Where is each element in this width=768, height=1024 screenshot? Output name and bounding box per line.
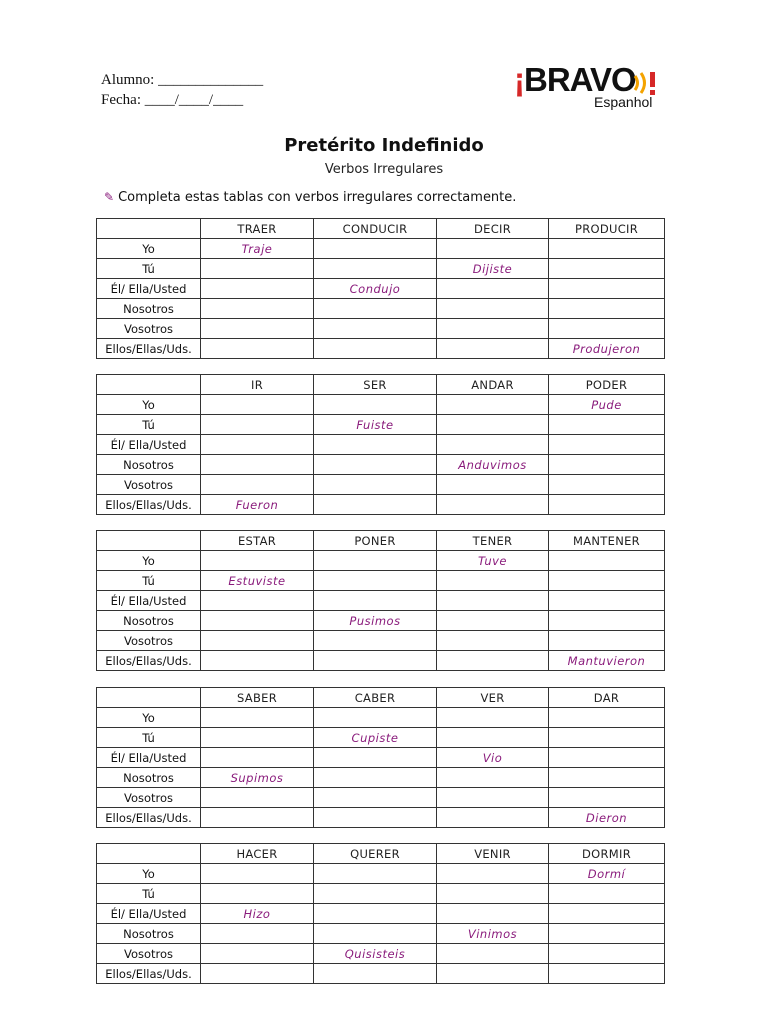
answer-cell[interactable]	[437, 904, 549, 924]
answer-cell[interactable]	[201, 964, 314, 984]
person-label: Tú	[97, 728, 201, 748]
answer-cell[interactable]	[201, 788, 314, 808]
answer-cell[interactable]	[201, 631, 314, 651]
answer-cell[interactable]	[314, 964, 437, 984]
table-header-row	[97, 844, 665, 864]
answer-cell[interactable]: Pude	[549, 395, 665, 415]
answer-cell[interactable]	[201, 339, 314, 359]
table-row	[97, 551, 665, 571]
table-row	[97, 788, 665, 808]
table-row	[97, 748, 665, 768]
instruction	[104, 190, 516, 205]
person-label: Tú	[97, 259, 201, 279]
verb-header: SER	[314, 375, 437, 395]
answer-cell[interactable]	[437, 651, 549, 671]
bravo-logo	[514, 62, 664, 112]
verb-header: PODER	[549, 375, 665, 395]
table-row	[97, 808, 665, 828]
answer-cell[interactable]	[314, 339, 437, 359]
answer-cell[interactable]: Cupiste	[314, 728, 437, 748]
answer-cell[interactable]	[549, 944, 665, 964]
answer-cell[interactable]	[314, 475, 437, 495]
person-label: Yo	[97, 864, 201, 884]
answer-cell[interactable]	[437, 495, 549, 515]
verb-header: DORMIR	[549, 844, 665, 864]
answer-cell[interactable]: Condujo	[314, 279, 437, 299]
answer-cell[interactable]: Vinimos	[437, 924, 549, 944]
answer-cell[interactable]	[437, 299, 549, 319]
answer-cell[interactable]: Fuiste	[314, 415, 437, 435]
verb-header: IR	[201, 375, 314, 395]
person-label: Ellos/Ellas/Uds.	[97, 339, 201, 359]
answer-cell[interactable]	[201, 299, 314, 319]
answer-cell[interactable]	[549, 964, 665, 984]
answer-cell[interactable]	[201, 319, 314, 339]
answer-cell[interactable]	[437, 395, 549, 415]
conjugation-table	[96, 687, 665, 828]
answer-cell[interactable]	[549, 239, 665, 259]
answer-cell[interactable]: Fueron	[201, 495, 314, 515]
table-row	[97, 415, 665, 435]
answer-cell[interactable]	[314, 884, 437, 904]
answer-cell[interactable]	[549, 788, 665, 808]
answer-cell[interactable]	[549, 884, 665, 904]
empty-corner-cell	[97, 688, 201, 708]
table-header-row	[97, 375, 665, 395]
table-row	[97, 631, 665, 651]
answer-cell[interactable]	[437, 768, 549, 788]
table-row	[97, 708, 665, 728]
answer-cell[interactable]: Supimos	[201, 768, 314, 788]
answer-cell[interactable]	[201, 279, 314, 299]
table-row	[97, 239, 665, 259]
answer-cell[interactable]	[549, 571, 665, 591]
person-label: Ellos/Ellas/Uds.	[97, 495, 201, 515]
answer-cell[interactable]: Hizo	[201, 904, 314, 924]
conjugation-table	[96, 218, 665, 359]
table-row	[97, 924, 665, 944]
answer-cell[interactable]: Dormí	[549, 864, 665, 884]
answer-cell[interactable]	[201, 651, 314, 671]
answer-cell[interactable]	[201, 808, 314, 828]
person-label: Yo	[97, 708, 201, 728]
answer-cell[interactable]	[201, 864, 314, 884]
answer-cell[interactable]	[201, 748, 314, 768]
answer-cell[interactable]	[437, 571, 549, 591]
logo-text: BRAVO	[524, 61, 636, 98]
answer-cell[interactable]	[314, 319, 437, 339]
answer-cell[interactable]	[437, 788, 549, 808]
verb-header: VER	[437, 688, 549, 708]
answer-cell[interactable]	[437, 435, 549, 455]
table-row	[97, 728, 665, 748]
answer-cell[interactable]	[437, 475, 549, 495]
answer-cell[interactable]: Pusimos	[314, 611, 437, 631]
verb-header: ANDAR	[437, 375, 549, 395]
table-row	[97, 768, 665, 788]
answer-cell[interactable]: Vio	[437, 748, 549, 768]
answer-cell[interactable]	[314, 651, 437, 671]
person-label: Vosotros	[97, 944, 201, 964]
person-label: Vosotros	[97, 631, 201, 651]
person-label: Ellos/Ellas/Uds.	[97, 964, 201, 984]
person-label: Tú	[97, 571, 201, 591]
answer-cell[interactable]	[437, 339, 549, 359]
table-header-row	[97, 219, 665, 239]
answer-cell[interactable]	[201, 395, 314, 415]
empty-corner-cell	[97, 375, 201, 395]
table-row	[97, 395, 665, 415]
conjugation-table	[96, 843, 665, 984]
table-row	[97, 944, 665, 964]
answer-cell[interactable]	[549, 611, 665, 631]
alumno-label: Alumno: ______________	[101, 72, 264, 88]
answer-cell[interactable]	[201, 611, 314, 631]
answer-cell[interactable]: Anduvimos	[437, 455, 549, 475]
answer-cell[interactable]	[549, 768, 665, 788]
table-header-row	[97, 688, 665, 708]
person-label: Nosotros	[97, 611, 201, 631]
answer-cell[interactable]	[549, 319, 665, 339]
verb-header: QUERER	[314, 844, 437, 864]
answer-cell[interactable]	[201, 591, 314, 611]
answer-cell[interactable]: Mantuvieron	[549, 651, 665, 671]
answer-cell[interactable]	[549, 748, 665, 768]
person-label: Él/ Ella/Usted	[97, 904, 201, 924]
answer-cell[interactable]	[549, 299, 665, 319]
conjugation-table	[96, 530, 665, 671]
answer-cell[interactable]	[314, 239, 437, 259]
table-row	[97, 884, 665, 904]
answer-cell[interactable]	[437, 708, 549, 728]
table-row	[97, 339, 665, 359]
person-label: Él/ Ella/Usted	[97, 435, 201, 455]
answer-cell[interactable]: Produjeron	[549, 339, 665, 359]
answer-cell[interactable]	[314, 435, 437, 455]
verb-header: TENER	[437, 531, 549, 551]
answer-cell[interactable]	[437, 415, 549, 435]
verb-header: CABER	[314, 688, 437, 708]
empty-corner-cell	[97, 844, 201, 864]
person-label: Nosotros	[97, 924, 201, 944]
page-subtitle: Verbos Irregulares	[324, 162, 444, 177]
person-label: Yo	[97, 239, 201, 259]
verb-header: DECIR	[437, 219, 549, 239]
answer-cell[interactable]	[437, 728, 549, 748]
answer-cell[interactable]	[549, 708, 665, 728]
answer-cell[interactable]	[314, 708, 437, 728]
answer-cell[interactable]	[314, 864, 437, 884]
answer-cell[interactable]: Dieron	[549, 808, 665, 828]
answer-cell[interactable]	[314, 551, 437, 571]
logo-subtitle: Espanhol	[594, 94, 653, 110]
person-label: Vosotros	[97, 788, 201, 808]
person-label: Ellos/Ellas/Uds.	[97, 651, 201, 671]
answer-cell[interactable]	[437, 319, 549, 339]
answer-cell[interactable]	[549, 904, 665, 924]
answer-cell[interactable]	[314, 395, 437, 415]
answer-cell[interactable]	[201, 708, 314, 728]
answer-cell[interactable]	[314, 495, 437, 515]
answer-cell[interactable]	[549, 631, 665, 651]
answer-cell[interactable]	[437, 864, 549, 884]
answer-cell[interactable]	[549, 924, 665, 944]
answer-cell[interactable]	[437, 279, 549, 299]
answer-cell[interactable]: Quisisteis	[314, 944, 437, 964]
verb-header: CONDUCIR	[314, 219, 437, 239]
answer-cell[interactable]: Traje	[201, 239, 314, 259]
answer-cell[interactable]	[437, 808, 549, 828]
table-row	[97, 475, 665, 495]
answer-cell[interactable]	[437, 239, 549, 259]
answer-cell[interactable]	[201, 415, 314, 435]
answer-cell[interactable]	[549, 495, 665, 515]
verb-header: TRAER	[201, 219, 314, 239]
answer-cell[interactable]	[549, 415, 665, 435]
person-label: Él/ Ella/Usted	[97, 591, 201, 611]
table-row	[97, 864, 665, 884]
table-row	[97, 904, 665, 924]
table-row	[97, 319, 665, 339]
answer-cell[interactable]	[549, 455, 665, 475]
table-header-row	[97, 531, 665, 551]
answer-cell[interactable]	[314, 808, 437, 828]
answer-cell[interactable]	[314, 924, 437, 944]
answer-cell[interactable]	[314, 748, 437, 768]
person-label: Tú	[97, 884, 201, 904]
answer-cell[interactable]	[201, 475, 314, 495]
answer-cell[interactable]	[201, 455, 314, 475]
verb-header: ESTAR	[201, 531, 314, 551]
person-label: Yo	[97, 395, 201, 415]
verb-header: PONER	[314, 531, 437, 551]
answer-cell[interactable]	[549, 475, 665, 495]
answer-cell[interactable]	[201, 884, 314, 904]
answer-cell[interactable]	[549, 551, 665, 571]
empty-corner-cell	[97, 219, 201, 239]
verb-header: HACER	[201, 844, 314, 864]
person-label: Nosotros	[97, 455, 201, 475]
answer-cell[interactable]	[437, 884, 549, 904]
answer-cell[interactable]	[201, 728, 314, 748]
answer-cell[interactable]	[437, 944, 549, 964]
person-label: Ellos/Ellas/Uds.	[97, 808, 201, 828]
verb-header: VENIR	[437, 844, 549, 864]
instruction-text: Completa estas tablas con verbos irregulares correctamente.	[118, 190, 517, 205]
fecha-label: Fecha: ____/____/____	[101, 92, 244, 108]
answer-cell[interactable]: Tuve	[437, 551, 549, 571]
answer-cell[interactable]	[549, 259, 665, 279]
answer-cell[interactable]	[201, 924, 314, 944]
table-row	[97, 591, 665, 611]
table-row	[97, 571, 665, 591]
verb-header: PRODUCIR	[549, 219, 665, 239]
person-label: Él/ Ella/Usted	[97, 748, 201, 768]
answer-cell[interactable]	[314, 455, 437, 475]
pencil-bullet-icon: ✎	[104, 190, 115, 204]
answer-cell[interactable]	[314, 571, 437, 591]
answer-cell[interactable]	[549, 728, 665, 748]
table-row	[97, 495, 665, 515]
answer-cell[interactable]	[549, 591, 665, 611]
answer-cell[interactable]	[437, 964, 549, 984]
table-row	[97, 435, 665, 455]
table-row	[97, 299, 665, 319]
verb-header: SABER	[201, 688, 314, 708]
person-label: Vosotros	[97, 319, 201, 339]
answer-cell[interactable]	[201, 259, 314, 279]
answer-cell[interactable]	[314, 591, 437, 611]
logo-inverted-exclamation: ¡	[514, 61, 524, 98]
conjugation-table	[96, 374, 665, 515]
table-row	[97, 279, 665, 299]
table-row	[97, 651, 665, 671]
answer-cell[interactable]	[549, 435, 665, 455]
table-row	[97, 455, 665, 475]
table-row	[97, 611, 665, 631]
person-label: Yo	[97, 551, 201, 571]
person-label: Nosotros	[97, 768, 201, 788]
page-title: Pretérito Indefinido	[284, 135, 484, 156]
answer-cell[interactable]: Estuviste	[201, 571, 314, 591]
answer-cell[interactable]	[437, 611, 549, 631]
answer-cell[interactable]	[314, 259, 437, 279]
answer-cell[interactable]	[201, 435, 314, 455]
sound-waves-icon	[632, 70, 662, 96]
answer-cell[interactable]	[314, 631, 437, 651]
answer-cell[interactable]	[201, 551, 314, 571]
answer-cell[interactable]	[201, 944, 314, 964]
person-label: Vosotros	[97, 475, 201, 495]
answer-cell[interactable]	[314, 768, 437, 788]
person-label: Nosotros	[97, 299, 201, 319]
answer-cell[interactable]	[314, 904, 437, 924]
answer-cell[interactable]	[437, 631, 549, 651]
table-row	[97, 964, 665, 984]
verb-header: DAR	[549, 688, 665, 708]
answer-cell[interactable]	[314, 299, 437, 319]
answer-cell[interactable]: Dijiste	[437, 259, 549, 279]
person-label: Él/ Ella/Usted	[97, 279, 201, 299]
answer-cell[interactable]	[549, 279, 665, 299]
student-info	[101, 70, 263, 110]
table-row	[97, 259, 665, 279]
verb-header: MANTENER	[549, 531, 665, 551]
empty-corner-cell	[97, 531, 201, 551]
answer-cell[interactable]	[437, 591, 549, 611]
person-label: Tú	[97, 415, 201, 435]
answer-cell[interactable]	[314, 788, 437, 808]
